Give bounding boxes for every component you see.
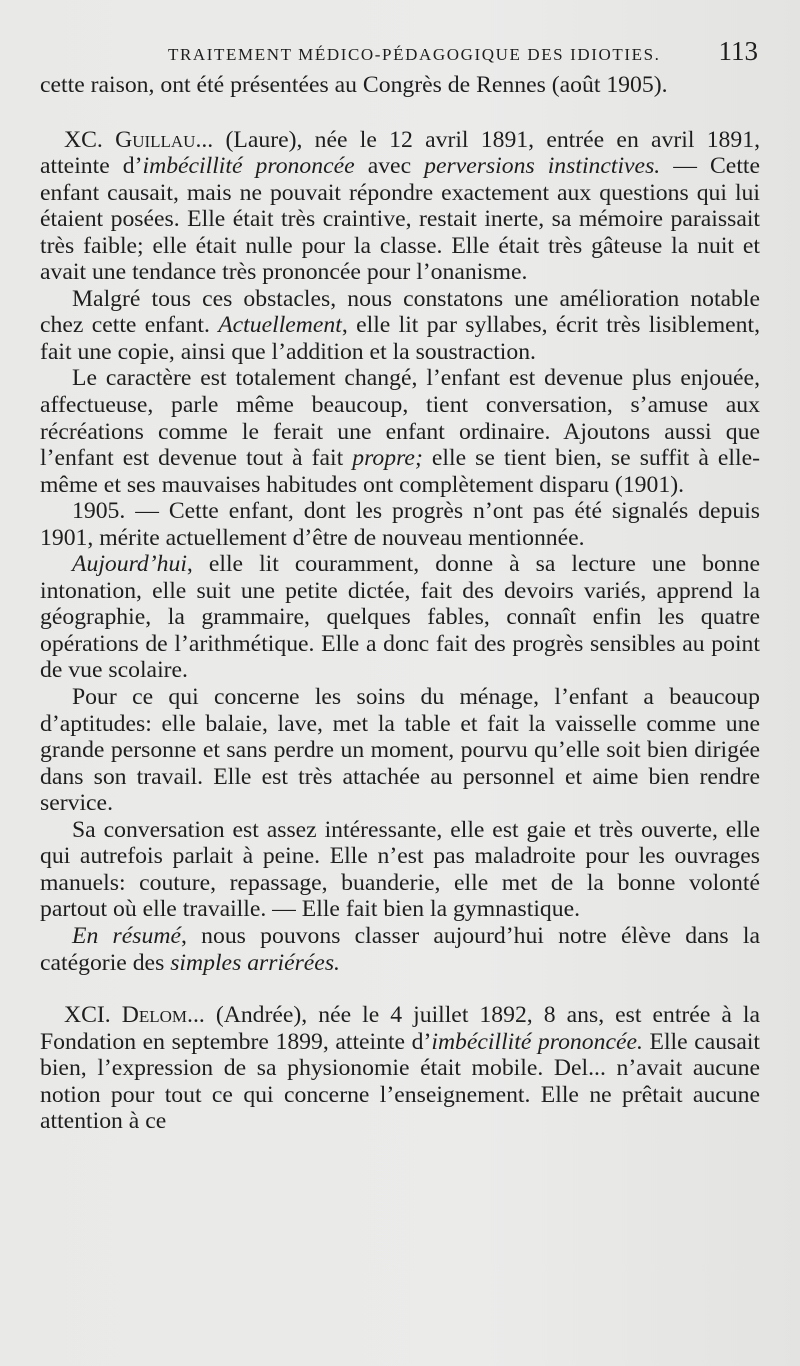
page-header — [40, 36, 760, 72]
paragraph: En résumé, nous pouvons classer aujourd’hui notre élève dans la catégorie des simples arriérées. — [40, 922, 760, 976]
paragraph: Pour ce qui concerne les soins du ménage, l’enfant a beaucoup d’aptitudes: elle balaie, lave, met la table et fait la vaisselle comme une grande personne et sans perdre un moment, pourvu qu’elle soit bien dirigée dans son travail. Elle est très attachée au personnel et aime bien rendre service. — [40, 684, 760, 817]
paragraph: 1905. — Cette enfant, dont les progrès n’ont pas été signalés depuis 1901, mérite actuellement d’être de nouveau mentionnée. — [40, 498, 760, 551]
page-number: 113 — [718, 36, 758, 66]
paragraph: Sa conversation est assez intéressante, elle est gaie et très ouverte, elle qui autrefois parlait à peine. Elle n’est pas maladroite pour les ouvrages manuels: couture, repassage, buanderie, elle met de la bonne volonté partout où elle travaille. — Elle fait bien la gymnastique. — [40, 816, 760, 923]
patient-name: Delom... — [121, 1002, 205, 1029]
body-text — [40, 72, 760, 1135]
paragraph: Aujourd’hui, elle lit couramment, donne à sa lecture une bonne intonation, elle suit une petite dictée, fait des devoirs variés, apprend la géographie, la grammaire, quelques fables, connaît enfin les quatre opérations de l’arithmétique. Elle a donc fait des progrès sensibles au point de vue scolaire. — [40, 551, 760, 684]
case-entry-xc: XC. Guillau... (Laure), née le 12 avril 1891, entrée en avril 1891, atteinte d’imbécillité prononcée avec perversions instinctives. — Cette enfant causait, mais ne pouvait répondre exactement aux questions qui lui étaient posées. Elle était très craintive, restait inerte, sa mémoire paraissait très faible; elle était nulle pour la classe. Elle était très gâteuse la nuit et avait une tendance très prononcée pour l’onanisme. — [40, 126, 761, 286]
case-entry-xci: XCI. Delom... (Andrée), née le 4 juillet 1892, 8 ans, est entrée à la Fondation en septembre 1899, atteinte d’imbécillité prononcée. Elle causait bien, l’expression de sa physionomie était mobile. Del... n’avait aucune notion pour tout ce qui concerne l’enseignement. Elle ne prêtait aucune attention à ce — [40, 1002, 760, 1135]
patient-name: Guillau... — [115, 126, 214, 153]
paragraph: Le caractère est totalement changé, l’enfant est devenue plus enjouée, affectueuse, parle même beaucoup, tient conversation, s’amuse aux récréations comme le ferait une enfant ordinaire. Ajoutons aussi que l’enfant est devenue tout à fait propre; elle se tient bien, se suffit à elle-même et ses mauvaises habitudes ont complètement disparu (1901). — [40, 365, 761, 498]
paragraph: Malgré tous ces obstacles, nous constatons une amélioration notable chez cette enfant. Actuellement, elle lit par syllabes, écrit très lisiblement, fait une copie, ainsi que l’addition et la soustraction. — [40, 285, 760, 365]
paragraph-continuation: cette raison, ont été présentées au Congrès de Rennes (août 1905). — [40, 72, 668, 98]
running-title: TRAITEMENT MÉDICO-PÉDAGOGIQUE DES IDIOTIES. — [168, 45, 661, 64]
